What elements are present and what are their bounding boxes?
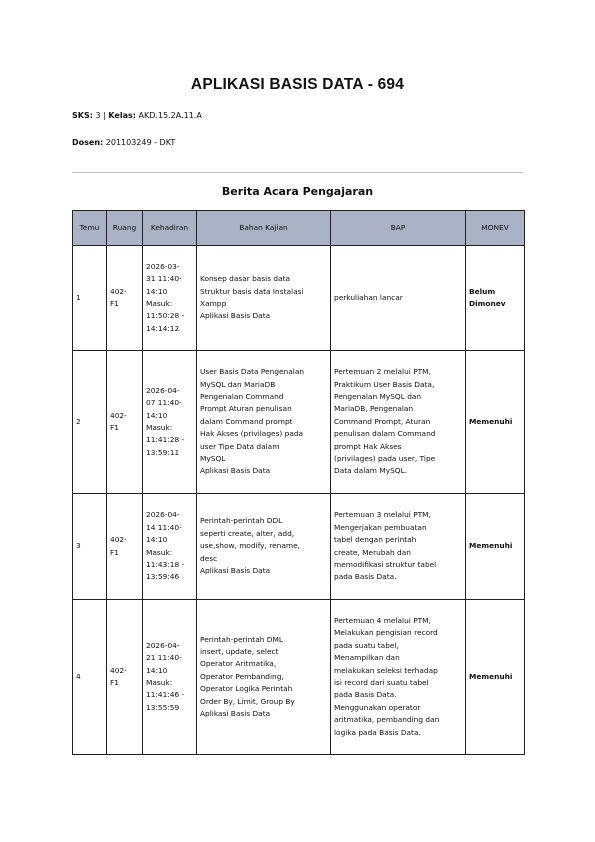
cell-line: prompt Hak Akses bbox=[334, 441, 402, 451]
cell-line: Aplikasi Basis Data bbox=[200, 311, 271, 321]
cell-line: Menampilkan dan bbox=[334, 653, 400, 663]
cell-ruang bbox=[107, 351, 143, 494]
cell-line: MySQL bbox=[200, 454, 226, 464]
cell-line: F1 bbox=[110, 423, 119, 432]
course-info bbox=[72, 111, 202, 120]
cell-line: melakukan seleksi terhadap bbox=[334, 665, 438, 675]
cell-line: 402- bbox=[110, 535, 127, 545]
cell-line: Pengenalan MySQL dan bbox=[334, 391, 422, 401]
cell-line: 402- bbox=[110, 665, 127, 675]
cell-line: create, Merubah dan bbox=[334, 547, 411, 557]
cell-temu: 3 bbox=[73, 494, 107, 600]
cell-line: pada Basis Data. bbox=[334, 572, 397, 582]
cell-line: pada Basis Data. bbox=[334, 690, 397, 700]
cell-bap bbox=[331, 351, 466, 494]
cell-line: Operator Logika Perintah bbox=[200, 684, 293, 694]
cell-line: Praktikum User Basis Data, bbox=[334, 379, 435, 389]
cell-line: dalam Command prompt bbox=[200, 416, 293, 426]
cell-bap bbox=[331, 494, 466, 600]
cell-line: Mengerjakan pembuatan bbox=[334, 522, 427, 532]
cell-line: 2026-04- bbox=[146, 510, 180, 520]
cell-kehadiran bbox=[143, 351, 197, 494]
cell-line: (privilages) pada user, Tipe bbox=[334, 454, 436, 464]
cell-line: F1 bbox=[110, 547, 119, 557]
cell-line: use,show, modify, rename, bbox=[200, 541, 300, 551]
table-row bbox=[73, 600, 525, 755]
cell-line: logika pada Basis Data. bbox=[334, 727, 421, 737]
cell-line: 402- bbox=[110, 410, 127, 420]
cell-line: 13:59:11 bbox=[146, 447, 180, 457]
cell-line: Data dalam MySQL. bbox=[334, 466, 408, 476]
cell-line: Pengenalan Command bbox=[200, 391, 284, 401]
cell-ruang bbox=[107, 246, 143, 351]
cell-line: Operator Pembanding, bbox=[200, 671, 284, 681]
cell-line: user Tipe Data dalam bbox=[200, 441, 280, 451]
cell-line: MariaDB, Pengenalan bbox=[334, 404, 414, 414]
cell-line: Konsep dasar basis data bbox=[200, 274, 291, 284]
cell-line: Masuk: bbox=[146, 547, 173, 557]
cell-line: Xampp bbox=[200, 299, 227, 308]
sks-value: 3 bbox=[95, 111, 101, 120]
cell-line: 2026-04- bbox=[146, 385, 180, 395]
cell-line: User Basis Data Pengenalan bbox=[200, 367, 305, 377]
col-header-monev: MONEV bbox=[466, 211, 525, 246]
cell-bap bbox=[331, 600, 466, 755]
col-header-kehadiran: Kehadiran bbox=[143, 211, 197, 246]
cell-line: Pertemuan 3 melalui PTM, bbox=[334, 510, 431, 520]
col-header-ruang: Ruang bbox=[107, 211, 143, 246]
cell-line: 11:41:46 - bbox=[146, 690, 185, 700]
cell-line: 2026-03- bbox=[146, 261, 180, 271]
divider bbox=[72, 172, 523, 173]
cell-line: desc bbox=[200, 553, 218, 563]
cell-line: perkuliahan lancar bbox=[334, 292, 403, 302]
cell-line: 14:10 bbox=[146, 665, 168, 675]
cell-line: Pertemuan 2 melalui PTM, bbox=[334, 367, 431, 377]
cell-line: MySQL dan MariaDB bbox=[200, 379, 276, 389]
cell-line: Memenuhi bbox=[469, 416, 513, 426]
cell-bahan-kajian bbox=[197, 246, 331, 351]
bap-table bbox=[72, 210, 525, 755]
cell-bahan-kajian bbox=[197, 494, 331, 600]
dosen-label: Dosen: bbox=[72, 138, 104, 147]
cell-line: Aplikasi Basis Data bbox=[200, 566, 271, 576]
table-header-row bbox=[73, 211, 525, 246]
col-header-bap: BAP bbox=[331, 211, 466, 246]
cell-line: Memenuhi bbox=[469, 671, 513, 681]
cell-line: 11:43:18 - bbox=[146, 559, 185, 569]
kelas-label: Kelas: bbox=[108, 111, 136, 120]
cell-bahan-kajian bbox=[197, 600, 331, 755]
cell-line: Masuk: bbox=[146, 678, 173, 687]
cell-line: 13:59:46 bbox=[146, 572, 180, 582]
cell-bahan-kajian bbox=[197, 351, 331, 494]
cell-line: Hak Akses (privilages) pada bbox=[200, 429, 304, 439]
cell-line: Masuk: bbox=[146, 299, 173, 308]
cell-line: tabel dengan perintah bbox=[334, 535, 417, 545]
cell-line: 14:10 bbox=[146, 535, 168, 545]
cell-monev bbox=[466, 351, 525, 494]
cell-monev bbox=[466, 494, 525, 600]
sks-label: SKS: bbox=[72, 111, 93, 120]
cell-line: Command Prompt, Aturan bbox=[334, 416, 431, 426]
cell-monev bbox=[466, 246, 525, 351]
cell-line: insert, update, select bbox=[200, 646, 279, 656]
cell-line: Memenuhi bbox=[469, 541, 513, 551]
cell-bap bbox=[331, 246, 466, 351]
cell-line: isi record dari suatu tabel bbox=[334, 678, 429, 687]
table-row bbox=[73, 494, 525, 600]
cell-line: 31 11:40- bbox=[146, 274, 182, 284]
cell-line: penulisan dalam Command bbox=[334, 429, 436, 439]
cell-kehadiran bbox=[143, 494, 197, 600]
cell-line: Melakukan pengisian record bbox=[334, 628, 438, 638]
cell-kehadiran bbox=[143, 600, 197, 755]
cell-line: aritmatika, pembanding dan bbox=[334, 715, 440, 725]
cell-line: 13:55:59 bbox=[146, 702, 180, 712]
cell-ruang bbox=[107, 494, 143, 600]
lecturer-info bbox=[72, 138, 175, 147]
cell-line: Perintah-perintah DDL bbox=[200, 516, 283, 526]
cell-line: 14 11:40- bbox=[146, 522, 182, 532]
cell-temu: 2 bbox=[73, 351, 107, 494]
cell-line: pada suatu tabel, bbox=[334, 640, 399, 650]
cell-line: Operator Aritmatika, bbox=[200, 659, 277, 669]
cell-line: 21 11:40- bbox=[146, 653, 182, 663]
cell-line: F1 bbox=[110, 678, 119, 687]
cell-line: F1 bbox=[110, 299, 119, 308]
kelas-value: AKD.15.2A.11.A bbox=[138, 111, 202, 120]
table-row bbox=[73, 246, 525, 351]
cell-line: Belum bbox=[469, 286, 496, 296]
cell-line: memodifikasi struktur tabel bbox=[334, 559, 437, 569]
cell-kehadiran bbox=[143, 246, 197, 351]
cell-line: 14:10 bbox=[146, 286, 168, 296]
cell-line: Masuk: bbox=[146, 423, 173, 432]
cell-line: 2026-04- bbox=[146, 640, 180, 650]
cell-line: 14:14:12 bbox=[146, 323, 180, 333]
cell-line: 07 11:40- bbox=[146, 398, 182, 408]
col-header-bahan-kajian: Bahan Kajian bbox=[197, 211, 331, 246]
cell-line: seperti create, alter, add, bbox=[200, 528, 295, 538]
cell-ruang bbox=[107, 600, 143, 755]
cell-line: Menggunakan operator bbox=[334, 702, 421, 712]
cell-line: Order By, Limit, Group By bbox=[200, 696, 295, 706]
cell-monev bbox=[466, 600, 525, 755]
cell-line: 11:50:28 - bbox=[146, 311, 185, 321]
cell-line: Aplikasi Basis Data bbox=[200, 466, 271, 476]
cell-line: Aplikasi Basis Data bbox=[200, 709, 271, 719]
cell-line: Prompt Aturan penulisan bbox=[200, 404, 292, 414]
cell-line: Struktur basis data Instalasi bbox=[200, 286, 304, 296]
cell-line: 11:41:28 - bbox=[146, 435, 185, 445]
col-header-temu: Temu bbox=[73, 211, 107, 246]
cell-line: Pertemuan 4 melalui PTM, bbox=[334, 615, 431, 625]
cell-line: 14:10 bbox=[146, 410, 168, 420]
info-separator: | bbox=[103, 111, 106, 120]
dosen-value: 201103249 - DKT bbox=[105, 138, 176, 147]
section-title: Berita Acara Pengajaran bbox=[221, 185, 374, 198]
page-title: APLIKASI BASIS DATA - 694 bbox=[190, 76, 405, 93]
cell-line: Perintah-perintah DML bbox=[200, 634, 283, 644]
table-row bbox=[73, 351, 525, 494]
cell-temu: 4 bbox=[73, 600, 107, 755]
cell-line: Dimonev bbox=[469, 299, 506, 308]
cell-line: 402- bbox=[110, 286, 127, 296]
cell-temu: 1 bbox=[73, 246, 107, 351]
